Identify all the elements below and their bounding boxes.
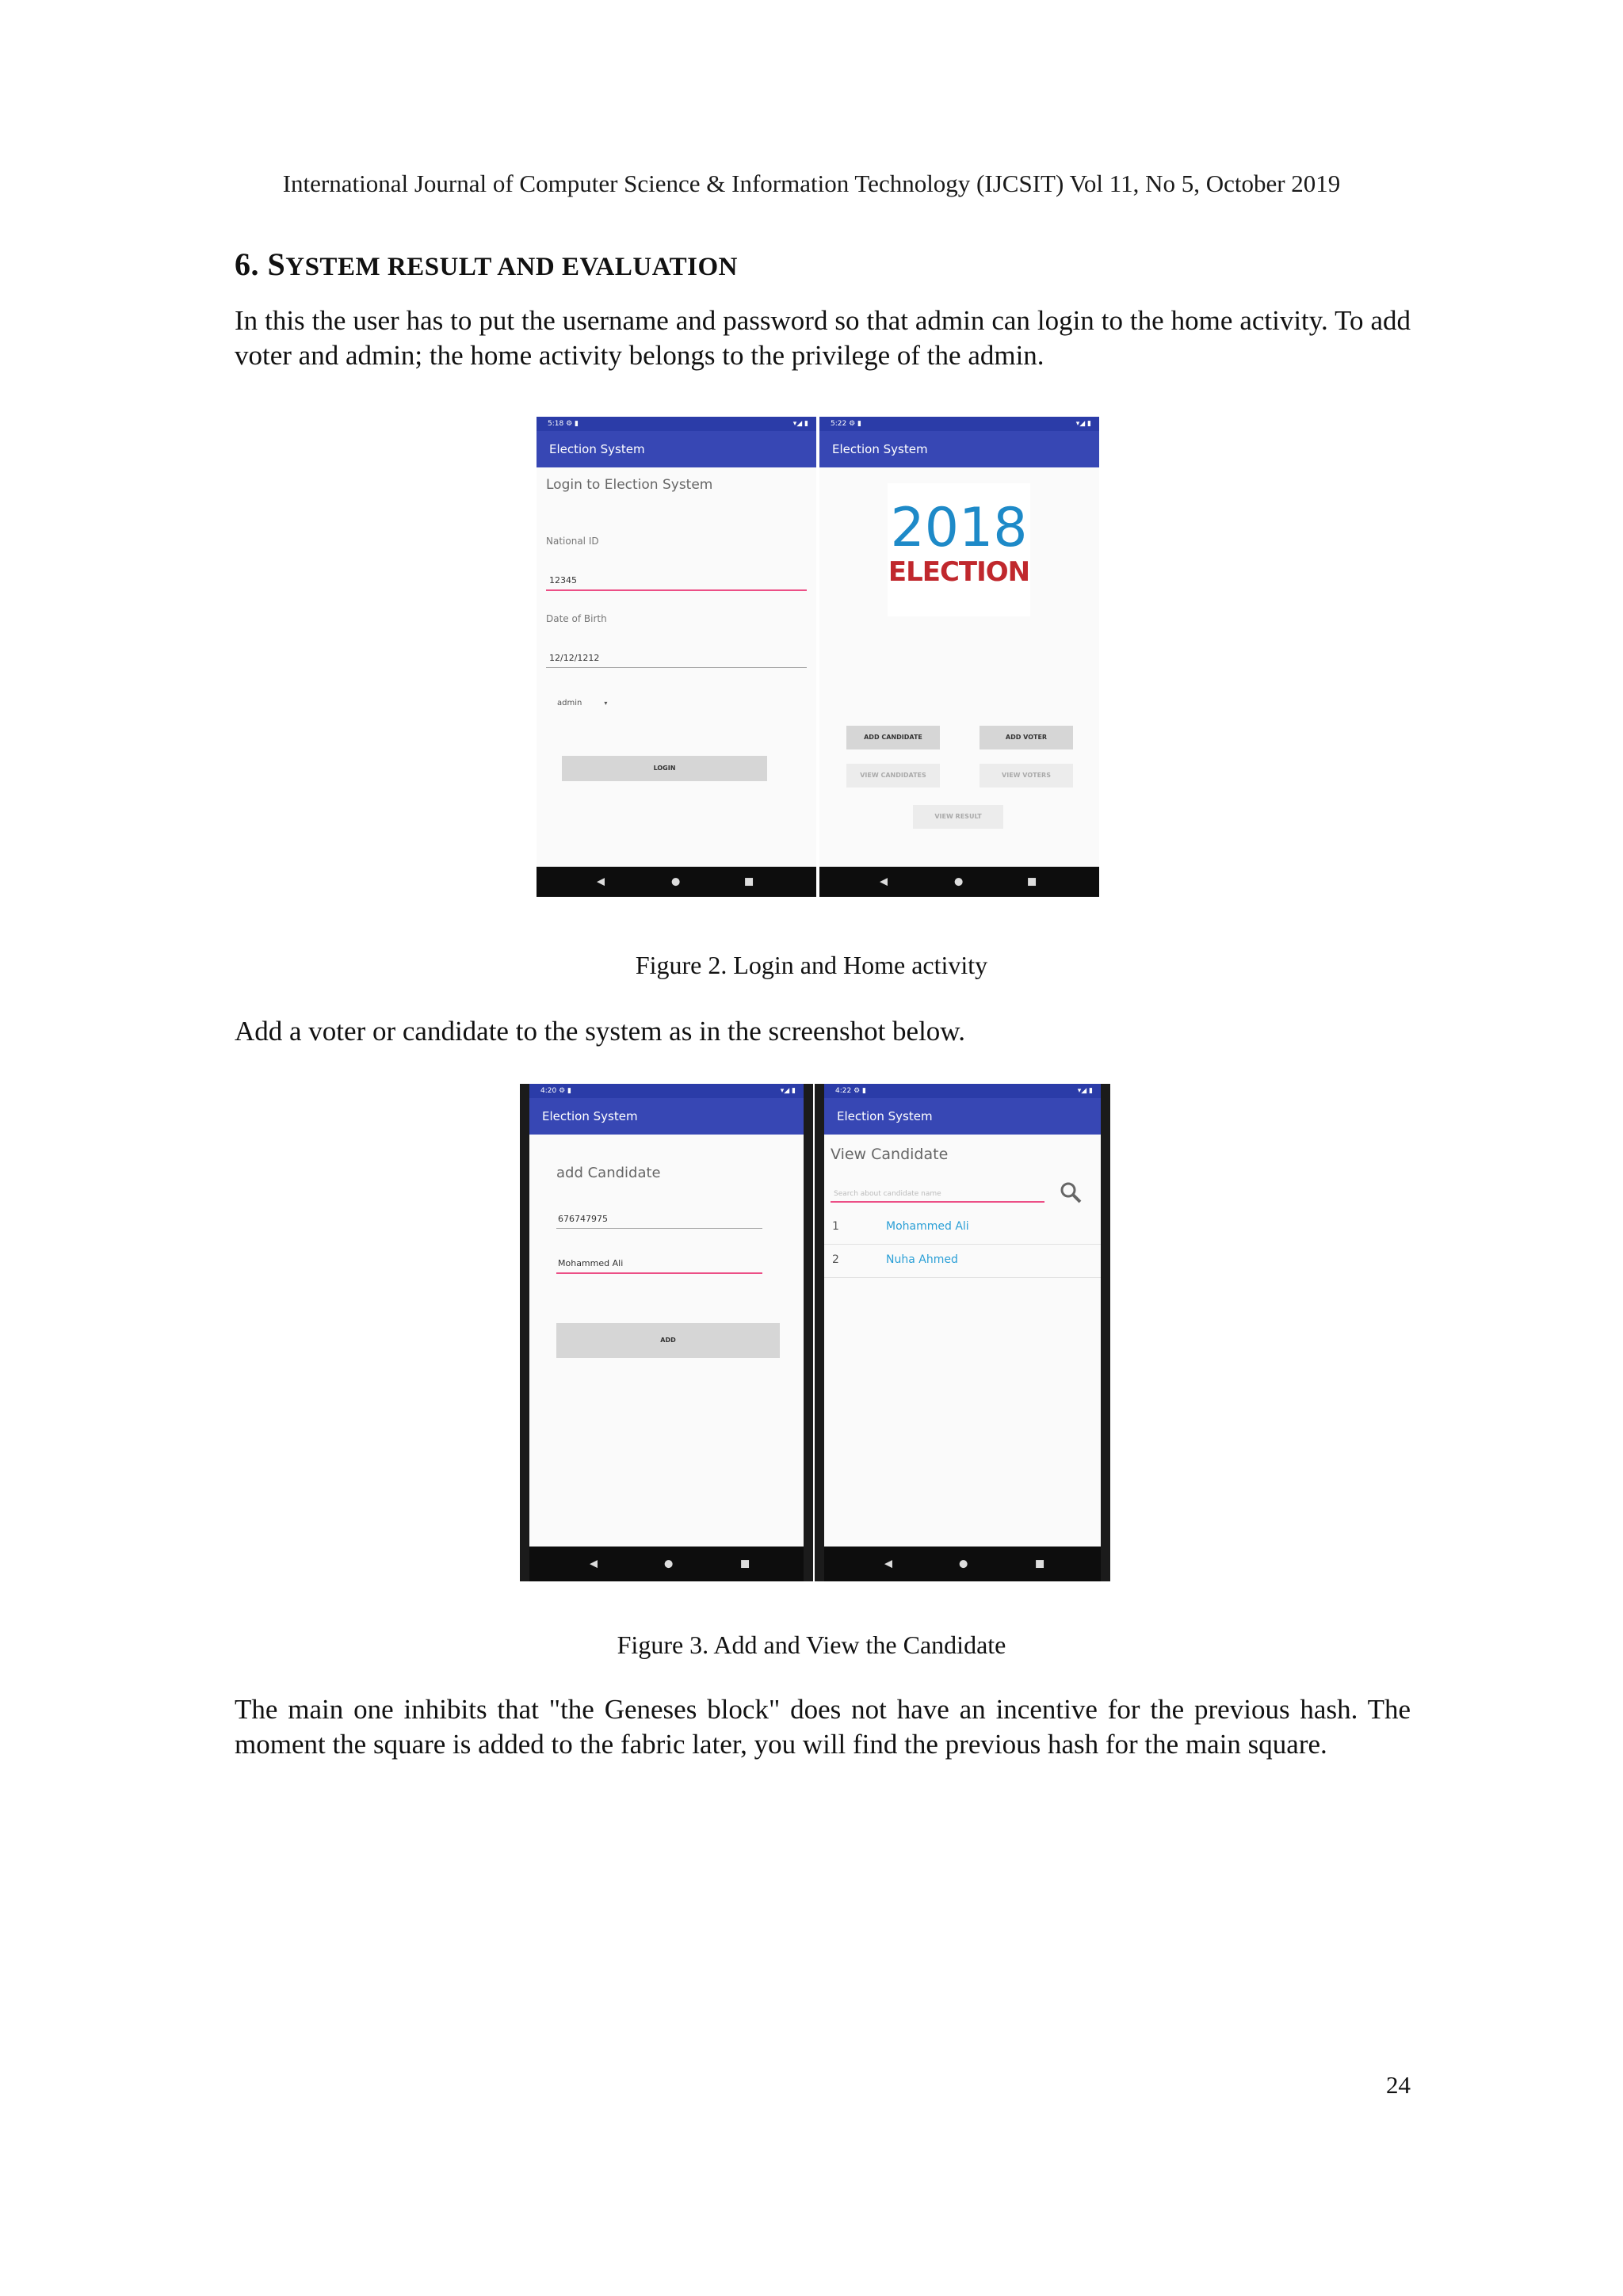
app-bar-title: Election System: [529, 1098, 804, 1135]
view-candidates-button[interactable]: VIEW CANDIDATES: [846, 764, 940, 788]
logo-word: ELECTION: [888, 556, 1030, 588]
dropdown-arrow-icon: ▾: [604, 700, 608, 707]
android-nav-bar: [824, 1547, 1101, 1581]
back-icon[interactable]: ◀: [884, 1558, 892, 1570]
candidate-id-field[interactable]: 676747975: [558, 1214, 608, 1224]
app-bar-title: Election System: [537, 431, 816, 467]
login-heading: Login to Election System: [546, 477, 713, 493]
login-screenshot: [537, 417, 816, 897]
candidate-name[interactable]: Mohammed Ali: [886, 1220, 969, 1233]
dob-label: Date of Birth: [546, 613, 607, 624]
back-icon[interactable]: ◀: [590, 1558, 598, 1570]
view-candidate-content: [824, 1135, 1101, 1547]
app-bar-title: Election System: [819, 431, 1099, 467]
android-nav-bar: [537, 867, 816, 897]
recent-apps-icon[interactable]: ■: [740, 1558, 750, 1570]
list-item[interactable]: [824, 1244, 1101, 1278]
paragraph-1: In this the user has to put the username and password so that admin can login to the home activity. To add voter and admin; the home activity belongs to the privilege of the admin.: [235, 305, 1411, 371]
add-candidate-heading: add Candidate: [556, 1165, 661, 1181]
page-number: 24: [1386, 2071, 1411, 2099]
android-nav-bar: [529, 1547, 804, 1581]
view-candidate-screenshot: [815, 1084, 1110, 1581]
row-number: 2: [832, 1253, 839, 1266]
national-id-label: National ID: [546, 536, 599, 547]
recent-apps-icon[interactable]: ■: [1027, 875, 1037, 888]
home-content: [819, 467, 1099, 867]
dob-field[interactable]: 12/12/1212: [549, 653, 600, 663]
logo-year: 2018: [890, 497, 1028, 559]
list-item[interactable]: [824, 1211, 1101, 1245]
recent-apps-icon[interactable]: ■: [1035, 1558, 1045, 1570]
view-candidate-heading: View Candidate: [831, 1146, 949, 1163]
back-icon[interactable]: ◀: [880, 875, 888, 888]
home-icon[interactable]: ●: [954, 875, 964, 888]
national-id-underline: [546, 589, 807, 591]
figure-2-caption: Figure 2. Login and Home activity: [635, 951, 988, 979]
home-icon[interactable]: ●: [664, 1558, 674, 1570]
election-logo: [888, 483, 1030, 616]
home-icon[interactable]: ●: [959, 1558, 968, 1570]
figure-3-caption: Figure 3. Add and View the Candidate: [617, 1630, 1006, 1659]
status-bar: 5:18 ⚙ ▮ ▾◢ ▮: [537, 417, 816, 431]
view-result-button[interactable]: VIEW RESULT: [913, 805, 1003, 829]
role-select[interactable]: admin ▾: [557, 699, 608, 707]
recent-apps-icon[interactable]: ■: [744, 875, 754, 888]
candidate-id-underline: [556, 1228, 762, 1229]
row-number: 1: [832, 1220, 839, 1233]
home-icon[interactable]: ●: [671, 875, 681, 888]
candidate-name-field[interactable]: Mohammed Ali: [558, 1258, 624, 1268]
add-button[interactable]: ADD: [556, 1323, 780, 1358]
search-input[interactable]: Search about candidate name: [834, 1190, 941, 1198]
android-nav-bar: [819, 867, 1099, 897]
section-initial: S: [267, 246, 286, 282]
back-icon[interactable]: ◀: [597, 875, 605, 888]
paragraph-3: The main one inhibits that "the Geneses block" does not have an incentive for the previous hash. The moment the square is added to the fabric later, you will find the previous hash for the main square.: [235, 1694, 1411, 1760]
add-candidate-content: [529, 1135, 804, 1547]
section-title: YSTEM RESULT AND EVALUATION: [285, 253, 738, 281]
home-screenshot: [819, 417, 1099, 897]
add-voter-button[interactable]: ADD VOTER: [980, 726, 1073, 749]
status-bar: 5:22 ⚙ ▮ ▾◢ ▮: [819, 417, 1099, 431]
search-underline: [831, 1201, 1044, 1203]
dob-underline: [546, 667, 807, 668]
status-bar: 4:22 ⚙ ▮ ▾◢ ▮: [824, 1084, 1101, 1098]
journal-header: International Journal of Computer Science & Information Technology (IJCSIT) Vol 11, No 5, October 2019: [282, 170, 1341, 197]
view-voters-button[interactable]: VIEW VOTERS: [980, 764, 1073, 788]
status-bar: 4:20 ⚙ ▮ ▾◢ ▮: [529, 1084, 804, 1098]
section-heading: [235, 246, 738, 283]
national-id-field[interactable]: 12345: [549, 575, 577, 585]
add-candidate-screenshot: [520, 1084, 813, 1581]
app-bar-title: Election System: [824, 1098, 1101, 1135]
add-candidate-button[interactable]: ADD CANDIDATE: [846, 726, 940, 749]
section-number: 6.: [235, 246, 259, 282]
login-content: [537, 467, 816, 867]
login-button[interactable]: LOGIN: [562, 756, 767, 781]
candidate-name-underline: [556, 1272, 762, 1274]
search-icon[interactable]: [1059, 1180, 1083, 1204]
paragraph-2: Add a voter or candidate to the system as in the screenshot below.: [235, 1016, 966, 1047]
candidate-name[interactable]: Nuha Ahmed: [886, 1253, 958, 1266]
